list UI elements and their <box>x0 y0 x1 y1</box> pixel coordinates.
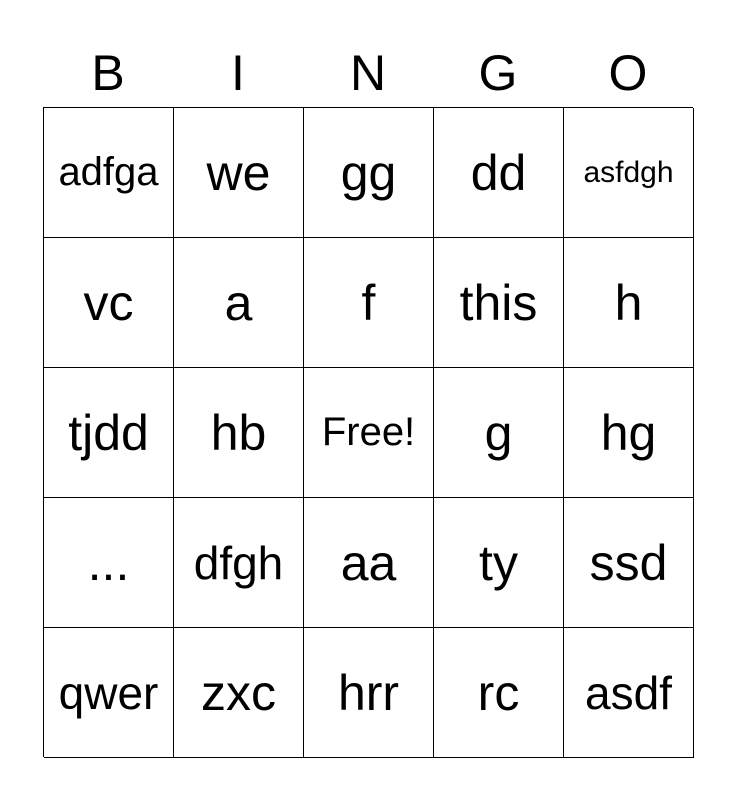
bingo-cell[interactable]: qwer <box>44 628 174 758</box>
bingo-cell[interactable]: dd <box>434 108 564 238</box>
bingo-grid <box>43 107 693 757</box>
bingo-cell[interactable]: hg <box>564 368 694 498</box>
bingo-cell[interactable]: aa <box>304 498 434 628</box>
bingo-cell[interactable]: we <box>174 108 304 238</box>
bingo-cell[interactable]: this <box>434 238 564 368</box>
bingo-cell[interactable]: hb <box>174 368 304 498</box>
bingo-cell[interactable]: zxc <box>174 628 304 758</box>
bingo-cell[interactable]: dfgh <box>174 498 304 628</box>
bingo-cell[interactable]: g <box>434 368 564 498</box>
bingo-cell[interactable]: tjdd <box>44 368 174 498</box>
bingo-cell[interactable]: ssd <box>564 498 694 628</box>
header-letter-i: I <box>231 45 245 101</box>
header-letter-n: N <box>349 45 387 101</box>
bingo-cell[interactable]: hrr <box>304 628 434 758</box>
bingo-cell[interactable]: h <box>564 238 694 368</box>
bingo-cell[interactable]: asdf <box>564 628 694 758</box>
bingo-cell[interactable]: f <box>304 238 434 368</box>
header-letter-b: B <box>91 45 125 101</box>
bingo-cell[interactable]: adfga <box>44 108 174 238</box>
bingo-header <box>43 42 693 104</box>
free-space-cell[interactable]: Free! <box>304 368 434 498</box>
bingo-cell[interactable]: ty <box>434 498 564 628</box>
header-letter-o: O <box>608 45 648 101</box>
bingo-cell[interactable]: ... <box>44 498 174 628</box>
header-letter-g: G <box>478 45 518 101</box>
bingo-cell[interactable]: rc <box>434 628 564 758</box>
bingo-cell[interactable]: gg <box>304 108 434 238</box>
bingo-cell[interactable]: a <box>174 238 304 368</box>
bingo-cell[interactable]: vc <box>44 238 174 368</box>
bingo-cell[interactable]: asfdgh <box>564 108 694 238</box>
